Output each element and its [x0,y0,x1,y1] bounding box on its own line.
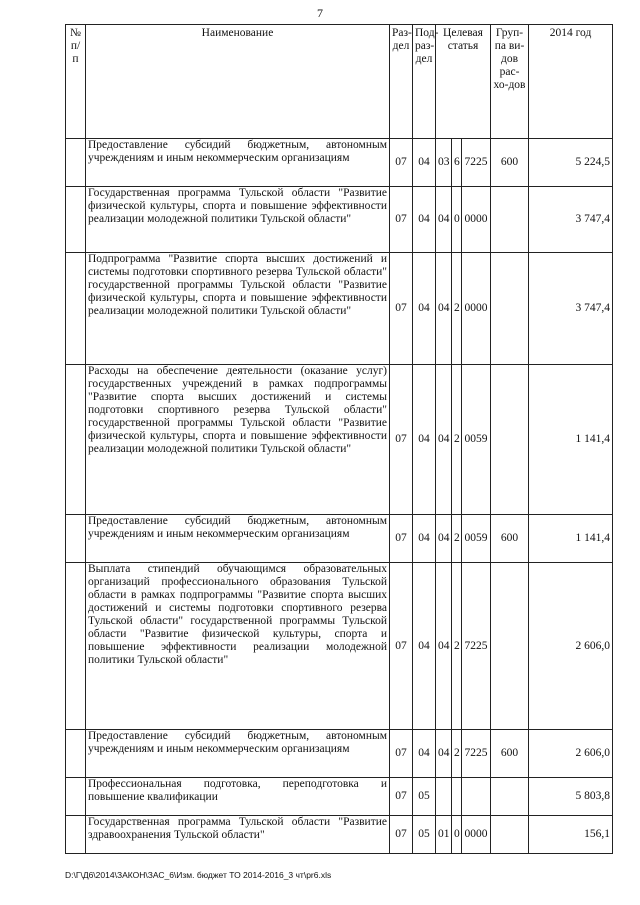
row-podrazdel: 05 [413,778,436,816]
row-target-direction: 7225 [462,563,491,730]
row-target-subprogram: 0 [452,816,462,854]
row-name: Профессиональная подготовка, переподготовка и повышение квалификации [86,778,390,816]
row-target-direction: 7225 [462,139,491,187]
row-target-subprogram: 2 [452,365,462,515]
row-name: Предоставление субсидий бюджетным, автономным учреждениям и иным некоммерческим организациям [86,139,390,187]
row-podrazdel: 04 [413,730,436,778]
row-num-cell [66,778,86,816]
row-expense-group [491,778,529,816]
row-target-direction: 0000 [462,187,491,253]
row-target-direction: 0059 [462,515,491,563]
row-name: Подпрограмма "Развитие спорта высших достижений и системы подготовки спортивного резерва Тульской области" государственной программы Тульской области "Развитие физической культуры, спорта и повышение эффективности реализации молодежной политики Тульской области" [86,253,390,365]
row-target-subprogram: 2 [452,253,462,365]
row-name: Государственная программа Тульской области "Развитие здравоохранения Тульской области" [86,816,390,854]
row-razdel: 07 [390,778,413,816]
header-year: 2014 год [529,25,613,139]
header-num: № п/п [66,25,86,139]
row-num-cell [66,253,86,365]
table-row [66,253,613,365]
row-target-subprogram: 2 [452,563,462,730]
file-path-footer: D:\Г\Д6\2014\ЗАКОН\ЗАС_6\Изм. бюджет ТО 2014-2016_3 чт\pr6.xls [65,870,332,880]
row-amount-2014: 5 224,5 [529,139,613,187]
row-target-direction: 0059 [462,365,491,515]
header-target: Целевая статья [436,25,491,139]
row-num-cell [66,816,86,854]
row-amount-2014: 3 747,4 [529,187,613,253]
row-num-cell [66,187,86,253]
row-expense-group [491,187,529,253]
row-num-cell [66,365,86,515]
table-row [66,365,613,515]
page-number: 7 [317,6,323,20]
row-podrazdel: 04 [413,139,436,187]
row-amount-2014: 5 803,8 [529,778,613,816]
row-target-direction: 0000 [462,253,491,365]
row-expense-group: 600 [491,139,529,187]
table-row [66,515,613,563]
row-target-direction: 7225 [462,730,491,778]
row-expense-group [491,253,529,365]
header-row [66,25,613,139]
table-row [66,816,613,854]
row-razdel: 07 [390,139,413,187]
row-num-cell [66,139,86,187]
row-amount-2014: 1 141,4 [529,515,613,563]
row-name: Государственная программа Тульской области "Развитие физической культуры, спорта и повышение эффективности реализации молодежной политики Тульской области" [86,187,390,253]
row-expense-group [491,563,529,730]
row-amount-2014: 2 606,0 [529,563,613,730]
row-target-subprogram: 2 [452,515,462,563]
row-target-subprogram [452,778,462,816]
header-podrazdel: Под-раз-дел [413,25,436,139]
table-row [66,730,613,778]
row-razdel: 07 [390,253,413,365]
row-num-cell [66,563,86,730]
header-name: Наименование [86,25,390,139]
row-podrazdel: 04 [413,365,436,515]
row-razdel: 07 [390,365,413,515]
row-amount-2014: 3 747,4 [529,253,613,365]
row-razdel: 07 [390,187,413,253]
row-expense-group: 600 [491,730,529,778]
row-target-direction: 0000 [462,816,491,854]
table-row [66,563,613,730]
row-target-program: 04 [436,730,452,778]
row-razdel: 07 [390,515,413,563]
row-target-program: 01 [436,816,452,854]
row-expense-group: 600 [491,515,529,563]
row-name: Предоставление субсидий бюджетным, автономным учреждениям и иным некоммерческим организациям [86,730,390,778]
table-row [66,187,613,253]
row-amount-2014: 156,1 [529,816,613,854]
row-podrazdel: 04 [413,253,436,365]
row-target-direction [462,778,491,816]
row-expense-group [491,365,529,515]
row-target-program: 04 [436,253,452,365]
budget-table [65,24,613,854]
row-target-program: 04 [436,563,452,730]
header-razdel: Раз-дел [390,25,413,139]
row-target-program [436,778,452,816]
row-expense-group [491,816,529,854]
row-target-program: 03 [436,139,452,187]
row-razdel: 07 [390,563,413,730]
row-name: Предоставление субсидий бюджетным, автономным учреждениям и иным некоммерческим организациям [86,515,390,563]
row-target-program: 04 [436,365,452,515]
row-target-subprogram: 6 [452,139,462,187]
row-podrazdel: 04 [413,187,436,253]
row-target-subprogram: 0 [452,187,462,253]
row-target-subprogram: 2 [452,730,462,778]
row-podrazdel: 04 [413,563,436,730]
row-amount-2014: 1 141,4 [529,365,613,515]
row-name: Выплата стипендий обучающимся образовательных организаций профессионального образования Тульской области в рамках подпрограммы "Развитие спорта высших достижений и системы подготовки спортивного резерва Тульской области" государственной программы Тульской области "Развитие физической культуры, спорта и повышение эффективности реализации молодежной политики Тульской области" [86,563,390,730]
header-group: Груп-па ви-дов рас-хо-дов [491,25,529,139]
row-target-program: 04 [436,515,452,563]
table-row [66,778,613,816]
row-name: Расходы на обеспечение деятельности (оказание услуг) государственных учреждений в рамках подпрограммы "Развитие спорта высших достижений и системы подготовки спортивного резерва Тульской области" государственной программы Тульской области "Развитие физической культуры, спорта и повышение эффективности реализации молодежной политики Тульской области" [86,365,390,515]
row-razdel: 07 [390,730,413,778]
row-amount-2014: 2 606,0 [529,730,613,778]
row-num-cell [66,515,86,563]
row-target-program: 04 [436,187,452,253]
row-razdel: 07 [390,816,413,854]
table-row [66,139,613,187]
row-podrazdel: 05 [413,816,436,854]
row-num-cell [66,730,86,778]
row-podrazdel: 04 [413,515,436,563]
